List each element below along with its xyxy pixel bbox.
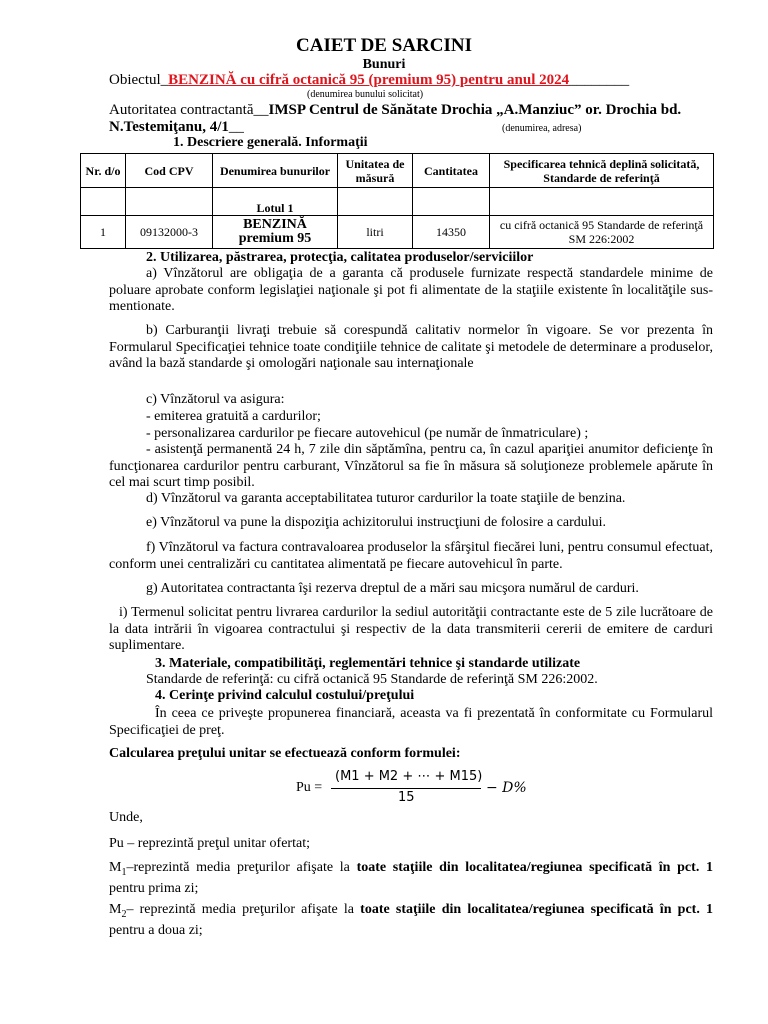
calc-heading: Calcularea preţului unitar se efectuează conform formulei: [109, 746, 461, 761]
formula-denominator: 15 [398, 790, 415, 805]
paragraph-c-title: c) Vînzătorul va asigura: [146, 392, 285, 407]
paragraph-b: b) Carburanţii livraţi trebuie să corespundă calitativ normelor în vigoare. Se vor prezenta în Formularul Specificaţiei tehnice toate condiţiile tehnice de calitate şi metodele de determinare a produselor, având la bază standarde şi omologări naţionale sau internaţionale [109, 323, 713, 371]
paragraph-e: e) Vînzătorul va pune la dispoziţia achizitorului instrucţiuni de folosire a cardului. [146, 515, 607, 530]
table-lot-row [81, 188, 714, 216]
authority-note: (denumirea, adresa) [502, 123, 582, 134]
authority-line-2 [109, 119, 244, 136]
goods-table [80, 153, 714, 249]
header-qty: Cantitatea [413, 154, 490, 188]
cell-nr: 1 [81, 216, 126, 249]
header-nr: Nr. d/o [81, 154, 126, 188]
paragraph-f: f) Vînzătorul va factura contravaloarea produselor la sfârşitul fiecărei luni, pentru consumul efectuat, conform unei centralizări cu cantitatea alimentată pe fiecare autovehicul în parte. [109, 540, 713, 572]
document-title: CAIET DE SARCINI [296, 35, 472, 56]
authority-line-1 [109, 102, 681, 119]
object-note: (denumirea bunului solicitat) [307, 89, 424, 100]
list-item: - personalizarea cardurilor pe fiecare autovehicul (pe număr de înmatriculare) ; [146, 426, 589, 441]
fraction-bar [331, 788, 481, 789]
table-row [81, 216, 714, 249]
section-3-text: Standarde de referinţă: cu cifră octanică 95 Standarde de referinţă SM 226:2002. [146, 672, 598, 687]
paragraph-g: g) Autoritatea contractanta îşi rezerva dreptul de a mări sau micşora numărul de carduri. [146, 581, 639, 596]
section-4-title: 4. Cerinţe privind calculul costului/preţului [155, 688, 415, 703]
m2-definition: $M_2-$ reprezintă media preţurilor afişate la toate staţiile din localitatea/regiunea specificată în pct. 1 pentru a doua zi; [109, 902, 713, 939]
header-cpv: Cod CPV [126, 154, 213, 188]
paragraph-i: i) Termenul solicitat pentru livrarea cardurilor la sediul autorităţii contractante este de 5 zile lucrătoare de la data intrării în vigoarea contractului şi respectiv de la data transmiterii cererii de emitere de carduri suplimentare. [109, 605, 713, 653]
list-item: - emiterea gratuită a cardurilor; [146, 409, 321, 424]
authority-trail: __ [228, 119, 244, 135]
object-trail: ________ [569, 72, 630, 88]
cell-cpv: 09132000-3 [126, 216, 213, 249]
authority-label: Autoritatea contractantă__ [109, 102, 269, 118]
cell-spec: cu cifră octanică 95 Standarde de referinţă SM 226:2002 [490, 216, 714, 249]
list-item: - asistenţă permanentă 24 h, 7 zile din săptămîna, pentru ca, în cazul apariţiei anumitor deficienţe în funcţionarea cardurilor pentru carburant, Vînzătorul sa fie în măsura să soluţioneze problemele apărute în cel mai scurt timp posibil. [109, 442, 713, 490]
section-3-title: 3. Materiale, compatibilităţi, reglementări tehnice şi standarde utilizate [155, 656, 581, 671]
header-spec: Specificarea tehnică deplină solicitată, Standarde de referinţă [490, 154, 714, 188]
document-subtitle: Bunuri [362, 57, 406, 72]
table-header-row [81, 154, 714, 188]
section-2-title: 2. Utilizarea, păstrarea, protecţia, calitatea produselor/serviciilor [146, 250, 534, 265]
object-line [109, 72, 629, 89]
object-underscore: _ [160, 72, 169, 88]
header-unit: Unitatea de măsură [338, 154, 413, 188]
section-1-title: 1. Descriere generală. Informaţii [173, 135, 368, 150]
formula-tail: − D% [486, 780, 527, 796]
cell-name: BENZINĂ premium 95 [213, 216, 338, 249]
section-4-text: În ceea ce priveşte propunerea financiară, aceasta va fi prezentată în conformitate cu Formularul Specificaţiei de preţ. [109, 706, 713, 738]
object-value: BENZINĂ cu cifră octanică 95 (premium 95) pentru anul 2024 [168, 72, 570, 88]
paragraph-d: d) Vînzătorul va garanta acceptabilitatea tuturor cardurilor la toate staţiile de benzina. [146, 491, 626, 506]
authority-value-2: N.Testemiţanu, 4/1 [109, 119, 229, 135]
lot-label: Lotul 1 [213, 188, 338, 216]
formula-lhs: Pu = [296, 780, 323, 795]
header-name: Denumirea bunurilor [213, 154, 338, 188]
authority-value-1: IMSP Centrul de Sănătate Drochia „A.Manziuc” or. Drochia bd. [268, 102, 682, 118]
object-label: Obiectul [109, 72, 161, 88]
cell-unit: litri [338, 216, 413, 249]
unde-label: Unde, [109, 810, 143, 825]
cell-qty: 14350 [413, 216, 490, 249]
formula-numerator: (M1 + M2 + ⋯ + M15) [335, 769, 483, 784]
paragraph-a: a) Vînzătorul are obligaţia de a garanta că produsele furnizate respectă standardele minime de poluare aprobate conform legislaţiei naţionale şi pot fi alimentate de la staţiile existente în localităţile sus-mentionate. [109, 266, 713, 314]
m1-definition: $M_1$–reprezintă media preţurilor afişate la toate staţiile din localitatea/regiunea specificată în pct. 1 pentru prima zi; [109, 860, 713, 897]
pu-definition: Pu – reprezintă preţul unitar ofertat; [109, 836, 310, 851]
